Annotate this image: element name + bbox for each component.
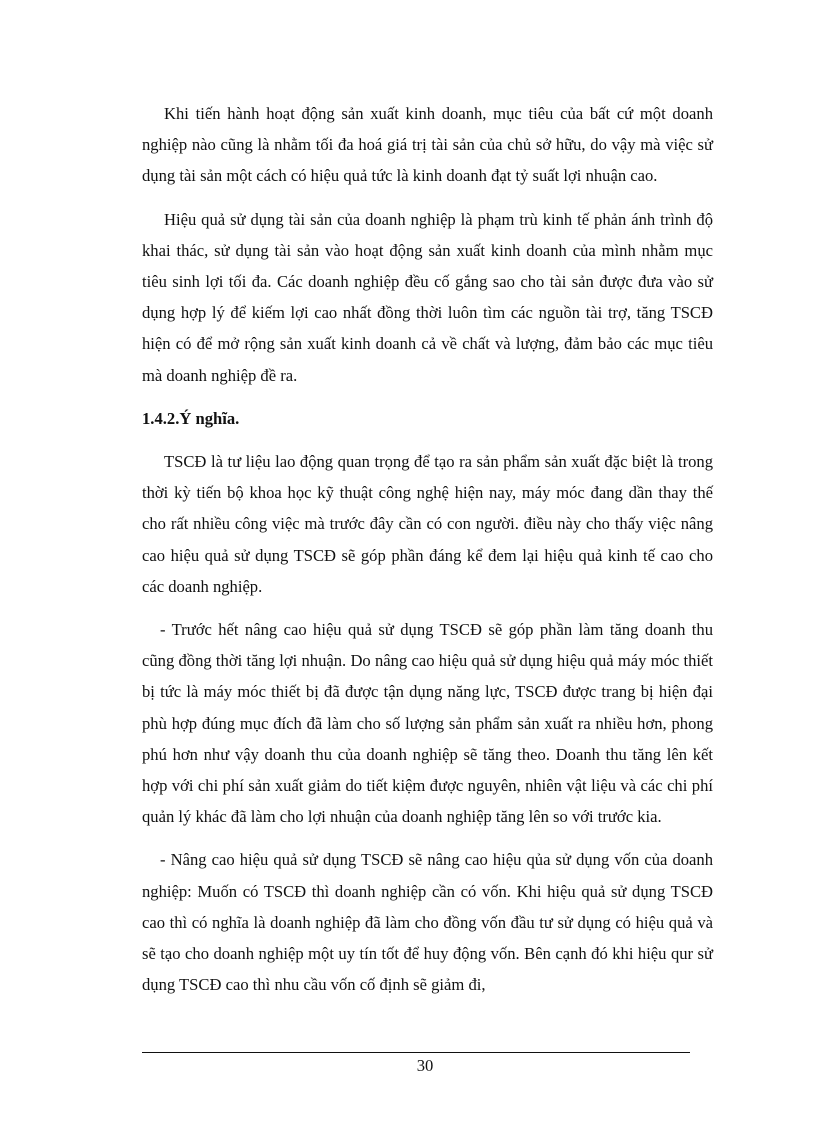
page-body — [142, 98, 713, 1012]
body-paragraph: Hiệu quả sử dụng tài sản của doanh nghiệp là phạm trù kinh tế phản ánh trình độ khai thác, sử dụng tài sản vào hoạt động sản xuất kinh doanh của mình nhằm mục tiêu sinh lợi tối đa. Các doanh nghiệp đều cố gắng sao cho tài sản được đưa vào sử dụng hợp lý để kiếm lợi cao nhất đồng thời luôn tìm các nguồn tài trợ, tăng TSCĐ hiện có để mở rộng sản xuất kinh doanh cả về chất và lượng, đảm bảo các mục tiêu mà doanh nghiệp đề ra. — [142, 209, 713, 385]
footer-divider — [142, 1052, 690, 1053]
body-paragraph: TSCĐ là tư liệu lao động quan trọng để tạo ra sản phẩm sản xuất đặc biệt là trong thời kỳ tiến bộ khoa học kỹ thuật công nghệ hiện nay, máy móc đang dần thay thế cho rất nhiều công việc mà trước đây cần có con người. điều này cho thấy việc nâng cao hiệu quả sử dụng TSCĐ sẽ góp phần đáng kể đem lại hiệu quả kinh tế cao cho các doanh nghiệp. — [142, 452, 713, 596]
section-heading: 1.4.2.Ý nghĩa. — [142, 408, 240, 428]
body-paragraph: Khi tiến hành hoạt động sản xuất kinh doanh, mục tiêu của bất cứ một doanh nghiệp nào cũng là nhằm tối đa hoá giá trị tài sản của chủ sở hữu, do vậy mà việc sử dụng tài sản một cách có hiệu quả tức là kinh doanh đạt tỷ suất lợi nhuận cao. — [142, 104, 713, 186]
bullet-paragraph: - Trước hết nâng cao hiệu quả sử dụng TSCĐ sẽ góp phần làm tăng doanh thu cũng đồng thời tăng lợi nhuận. Do nâng cao hiệu quả sử dụng hiệu quả máy móc thiết bị tức là máy móc thiết bị đã được tận dụng năng lực, TSCĐ được trang bị hiện đại phù hợp đúng mục đích đã làm cho số lượng sản phẩm sản xuất ra nhiều hơn, phong phú hơn như vậy doanh thu của doanh nghiệp sẽ tăng theo. Doanh thu tăng lên kết hợp với chi phí sản xuất giảm do tiết kiệm được nguyên, nhiên vật liệu và các chi phí quản lý khác đã làm cho lợi nhuận của doanh nghiệp tăng lên so với trước kia. — [142, 620, 713, 827]
bullet-paragraph: - Nâng cao hiệu quả sử dụng TSCĐ sẽ nâng cao hiệu qủa sử dụng vốn của doanh nghiệp: Muốn có TSCĐ thì doanh nghiệp cần có vốn. Khi hiệu quả sử dụng TSCĐ cao thì có nghĩa là doanh nghiệp đã làm cho đồng vốn đầu tư sử dụng có hiệu quả và sẽ tạo cho doanh nghiệp một uy tín tốt để huy động vốn. Bên cạnh đó khi hiệu qur sử dụng TSCĐ cao thì nhu cầu vốn cố định sẽ giảm đi, — [142, 850, 713, 995]
page-number: 30 — [416, 1056, 434, 1075]
